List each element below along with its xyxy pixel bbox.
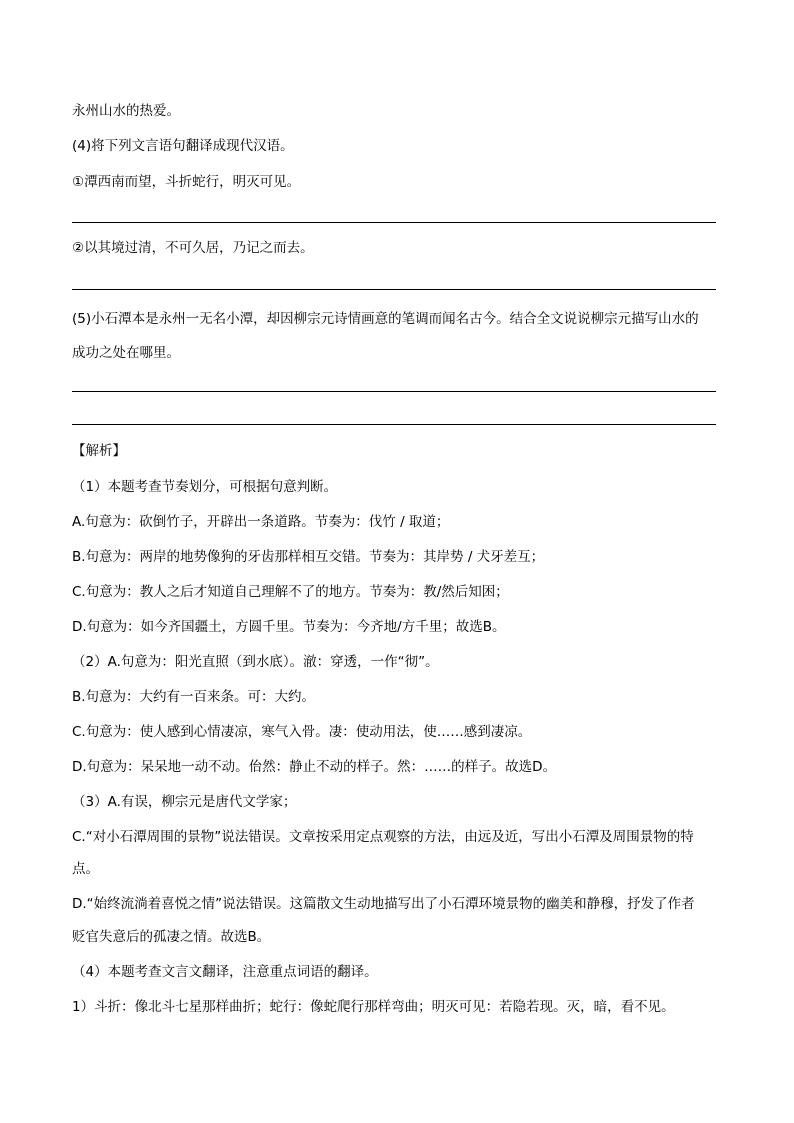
analysis-line: 1）斗折：像北斗七星那样曲折；蛇行：像蛇爬行那样弯曲；明灭可见：若隐若现。灭，暗，看不见。 xyxy=(72,999,675,1015)
analysis-line: B.句意为：大约有一百来条。可：大约。 xyxy=(72,689,316,705)
analysis-line: B.句意为：两岸的地势像狗的牙齿那样相互交错。节奏为：其岸势 / 犬牙差互； xyxy=(72,549,545,565)
answer-line xyxy=(72,222,716,223)
answer-line xyxy=(72,424,716,425)
text-line: 永州山水的热爱。 xyxy=(72,103,180,119)
question-4-sentence-1: ①潭西南而望，斗折蛇行，明灭可见。 xyxy=(72,174,301,190)
analysis-line: 点。 xyxy=(72,861,99,877)
analysis-line: C.句意为：使人感到心情凄凉，寒气入骨。凄：使动用法，使……感到凄凉。 xyxy=(72,724,532,740)
analysis-line: 贬官失意后的孤凄之情。故选B。 xyxy=(72,929,271,945)
analysis-line: D.句意为：呆呆地一动不动。佁然：静止不动的样子。然：……的样子。故选D。 xyxy=(72,759,557,775)
analysis-heading: 【解析】 xyxy=(72,443,126,459)
analysis-line: D.句意为：如今齐国疆土，方圆千里。节奏为：今齐地/方千里；故选B。 xyxy=(72,619,506,635)
question-5-cont: 成功之处在哪里。 xyxy=(72,345,180,361)
question-4: (4)将下列文言语句翻译成现代汉语。 xyxy=(72,138,294,154)
question-5: (5)小石潭本是永州一无名小潭，却因柳宗元诗情画意的笔调而闻名古今。结合全文说说柳宗元描写山水的 xyxy=(72,311,699,327)
answer-line xyxy=(72,289,716,290)
analysis-line: D.“始终流淌着喜悦之情”说法错误。这篇散文生动地描写出了小石潭环境景物的幽美和静穆，抒发了作者 xyxy=(72,896,695,912)
analysis-line: （4）本题考查文言文翻译，注意重点词语的翻译。 xyxy=(72,964,378,980)
analysis-line: C.句意为：教人之后才知道自己理解不了的地方。节奏为：教/然后知困； xyxy=(72,584,509,600)
question-4-sentence-2: ②以其境过清，不可久居，乃记之而去。 xyxy=(72,240,314,256)
analysis-line: A.句意为：砍倒竹子，开辟出一条道路。节奏为：伐竹 / 取道； xyxy=(72,514,450,530)
analysis-line: （1）本题考查节奏划分，可根据句意判断。 xyxy=(72,479,338,495)
answer-line xyxy=(72,391,716,392)
analysis-line: （2）A.句意为：阳光直照（到水底）。澈：穿透，一作“彻”。 xyxy=(72,654,439,670)
analysis-line: （3）A.有误，柳宗元是唐代文学家； xyxy=(72,794,297,810)
analysis-line: C.“对小石潭周围的景物”说法错误。文章按采用定点观察的方法，由远及近，写出小石潭及周围景物的特 xyxy=(72,829,694,845)
